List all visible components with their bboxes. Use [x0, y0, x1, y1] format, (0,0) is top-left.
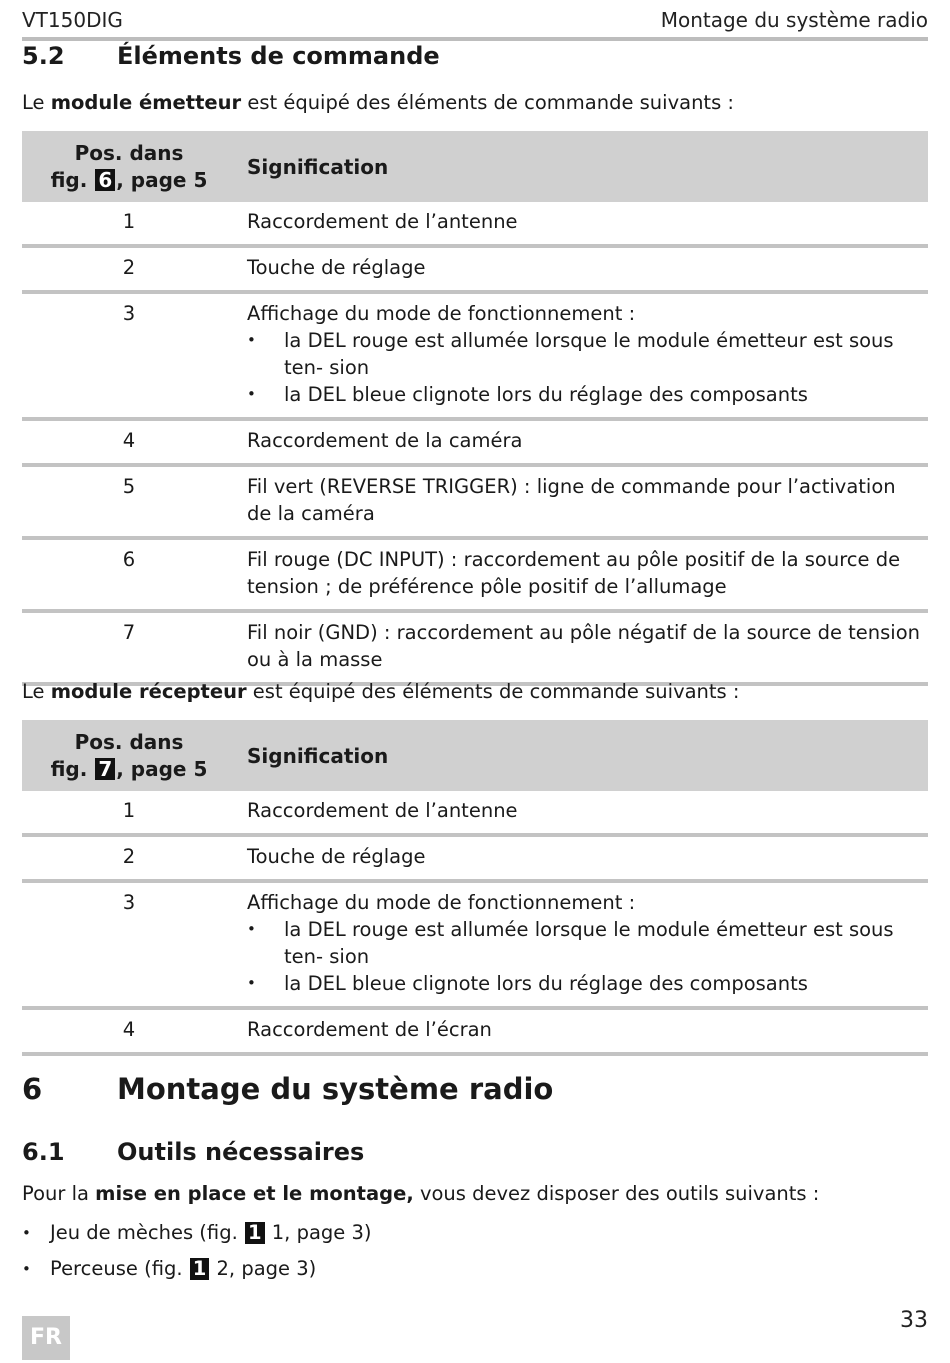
section-number: 5.2	[22, 42, 65, 70]
pos-column-header	[22, 720, 236, 791]
row-position: 5	[22, 465, 236, 538]
row-position: 1	[22, 202, 236, 246]
bullet-item: • la DEL bleue clignote lors du réglage des composants	[247, 970, 920, 997]
table-header-row	[22, 131, 928, 202]
bullet-list	[247, 327, 920, 408]
row-position: 3	[22, 881, 236, 1008]
tool-text: 1, page 3)	[265, 1221, 372, 1244]
pos-header-line1: Pos. dans	[74, 729, 184, 754]
table-header-row	[22, 720, 928, 791]
figure-badge: 1	[190, 1258, 210, 1280]
table-row	[22, 835, 928, 881]
intro-bold: mise en place et le montage,	[95, 1182, 414, 1205]
row-signification	[236, 538, 928, 611]
intro-bold: module récepteur	[50, 680, 247, 703]
pos-column-header	[22, 131, 236, 202]
tools-intro	[22, 1182, 819, 1205]
table-row	[22, 1008, 928, 1054]
row-text: Fil rouge (DC INPUT) : raccordement au pôle positif de la source de tension ; de préférence pôle positif de l’allumage	[247, 548, 901, 598]
header-rule	[22, 37, 928, 41]
signification-column-header: Signification	[236, 131, 928, 202]
table-row	[22, 419, 928, 465]
row-text: Raccordement de la caméra	[247, 429, 523, 452]
row-position: 7	[22, 611, 236, 684]
row-position: 3	[22, 292, 236, 419]
row-position: 2	[22, 835, 236, 881]
bullet-item: • la DEL rouge est allumée lorsque le module émetteur est sous ten- sion	[247, 327, 920, 381]
list-item	[22, 1254, 371, 1290]
pos-header-text: fig.	[50, 756, 95, 781]
row-position: 2	[22, 246, 236, 292]
page-number: 33	[900, 1308, 928, 1333]
row-position: 4	[22, 1008, 236, 1054]
intro-text: vous devez disposer des outils suivants :	[413, 1182, 820, 1205]
row-text: Touche de réglage	[247, 845, 426, 868]
row-signification	[236, 791, 928, 835]
row-text: Touche de réglage	[247, 256, 426, 279]
table-row	[22, 538, 928, 611]
pos-header-line1: Pos. dans	[74, 140, 184, 165]
table-row	[22, 791, 928, 835]
table-row	[22, 611, 928, 684]
chapter-heading-6	[22, 1072, 553, 1106]
list-item	[22, 1218, 371, 1254]
pos-header-line2	[22, 167, 236, 194]
table-row	[22, 246, 928, 292]
section-number: 6.1	[22, 1138, 65, 1166]
row-text: Affichage du mode de fonctionnement :	[247, 302, 636, 325]
row-text: Fil noir (GND) : raccordement au pôle négatif de la source de tension ou à la masse	[247, 621, 921, 671]
chapter-title: Montage du système radio	[660, 8, 928, 32]
row-text: Raccordement de l’écran	[247, 1018, 492, 1041]
page-header	[22, 6, 928, 36]
emetteur-controls-table	[22, 131, 928, 686]
section-title: Éléments de commande	[117, 42, 440, 70]
intro-text: Le	[22, 91, 51, 114]
chapter-number: 6	[22, 1072, 43, 1106]
recepteur-intro	[22, 680, 740, 703]
row-position: 4	[22, 419, 236, 465]
row-position: 1	[22, 791, 236, 835]
row-signification	[236, 246, 928, 292]
intro-text: est équipé des éléments de commande suivants :	[241, 91, 735, 114]
document-id: VT150DIG	[22, 8, 123, 32]
tools-list	[22, 1218, 371, 1290]
tool-text: Perceuse (fig.	[50, 1257, 189, 1280]
chapter-heading-title: Montage du système radio	[117, 1072, 554, 1106]
row-position: 6	[22, 538, 236, 611]
emetteur-intro	[22, 91, 734, 114]
intro-text: Pour la	[22, 1182, 96, 1205]
bullet-item: • la DEL bleue clignote lors du réglage des composants	[247, 381, 920, 408]
intro-text: Le	[22, 680, 51, 703]
bullet-list	[247, 916, 920, 997]
section-title: Outils nécessaires	[117, 1138, 365, 1166]
signification-column-header: Signification	[236, 720, 928, 791]
row-text: Affichage du mode de fonctionnement :	[247, 891, 636, 914]
section-heading-6-1	[22, 1138, 364, 1166]
language-badge: FR	[22, 1316, 70, 1360]
figure-badge: 6	[95, 169, 115, 191]
table-row	[22, 202, 928, 246]
pos-header-text: , page 5	[116, 167, 208, 192]
row-signification	[236, 835, 928, 881]
row-signification	[236, 1008, 928, 1054]
tool-text: Jeu de mèches (fig.	[50, 1221, 244, 1244]
recepteur-controls-table	[22, 720, 928, 1056]
intro-bold: module émetteur	[50, 91, 242, 114]
figure-badge: 1	[245, 1222, 265, 1244]
table-row	[22, 881, 928, 1008]
tool-text: 2, page 3)	[210, 1257, 317, 1280]
row-text: Fil vert (REVERSE TRIGGER) : ligne de commande pour l’activation de la caméra	[247, 475, 896, 525]
pos-header-text: , page 5	[116, 756, 208, 781]
table-row	[22, 292, 928, 419]
table-row	[22, 465, 928, 538]
figure-badge: 7	[95, 758, 115, 780]
intro-text: est équipé des éléments de commande suivants :	[246, 680, 740, 703]
row-signification	[236, 465, 928, 538]
row-signification	[236, 419, 928, 465]
bullet-item: • la DEL rouge est allumée lorsque le module émetteur est sous ten- sion	[247, 916, 920, 970]
row-text: Raccordement de l’antenne	[247, 799, 518, 822]
section-heading-5-2	[22, 42, 440, 70]
row-signification	[236, 292, 928, 419]
row-signification	[236, 611, 928, 684]
pos-header-line2	[22, 756, 236, 783]
pos-header-text: fig.	[50, 167, 95, 192]
row-signification	[236, 202, 928, 246]
row-signification	[236, 881, 928, 1008]
row-text: Raccordement de l’antenne	[247, 210, 518, 233]
